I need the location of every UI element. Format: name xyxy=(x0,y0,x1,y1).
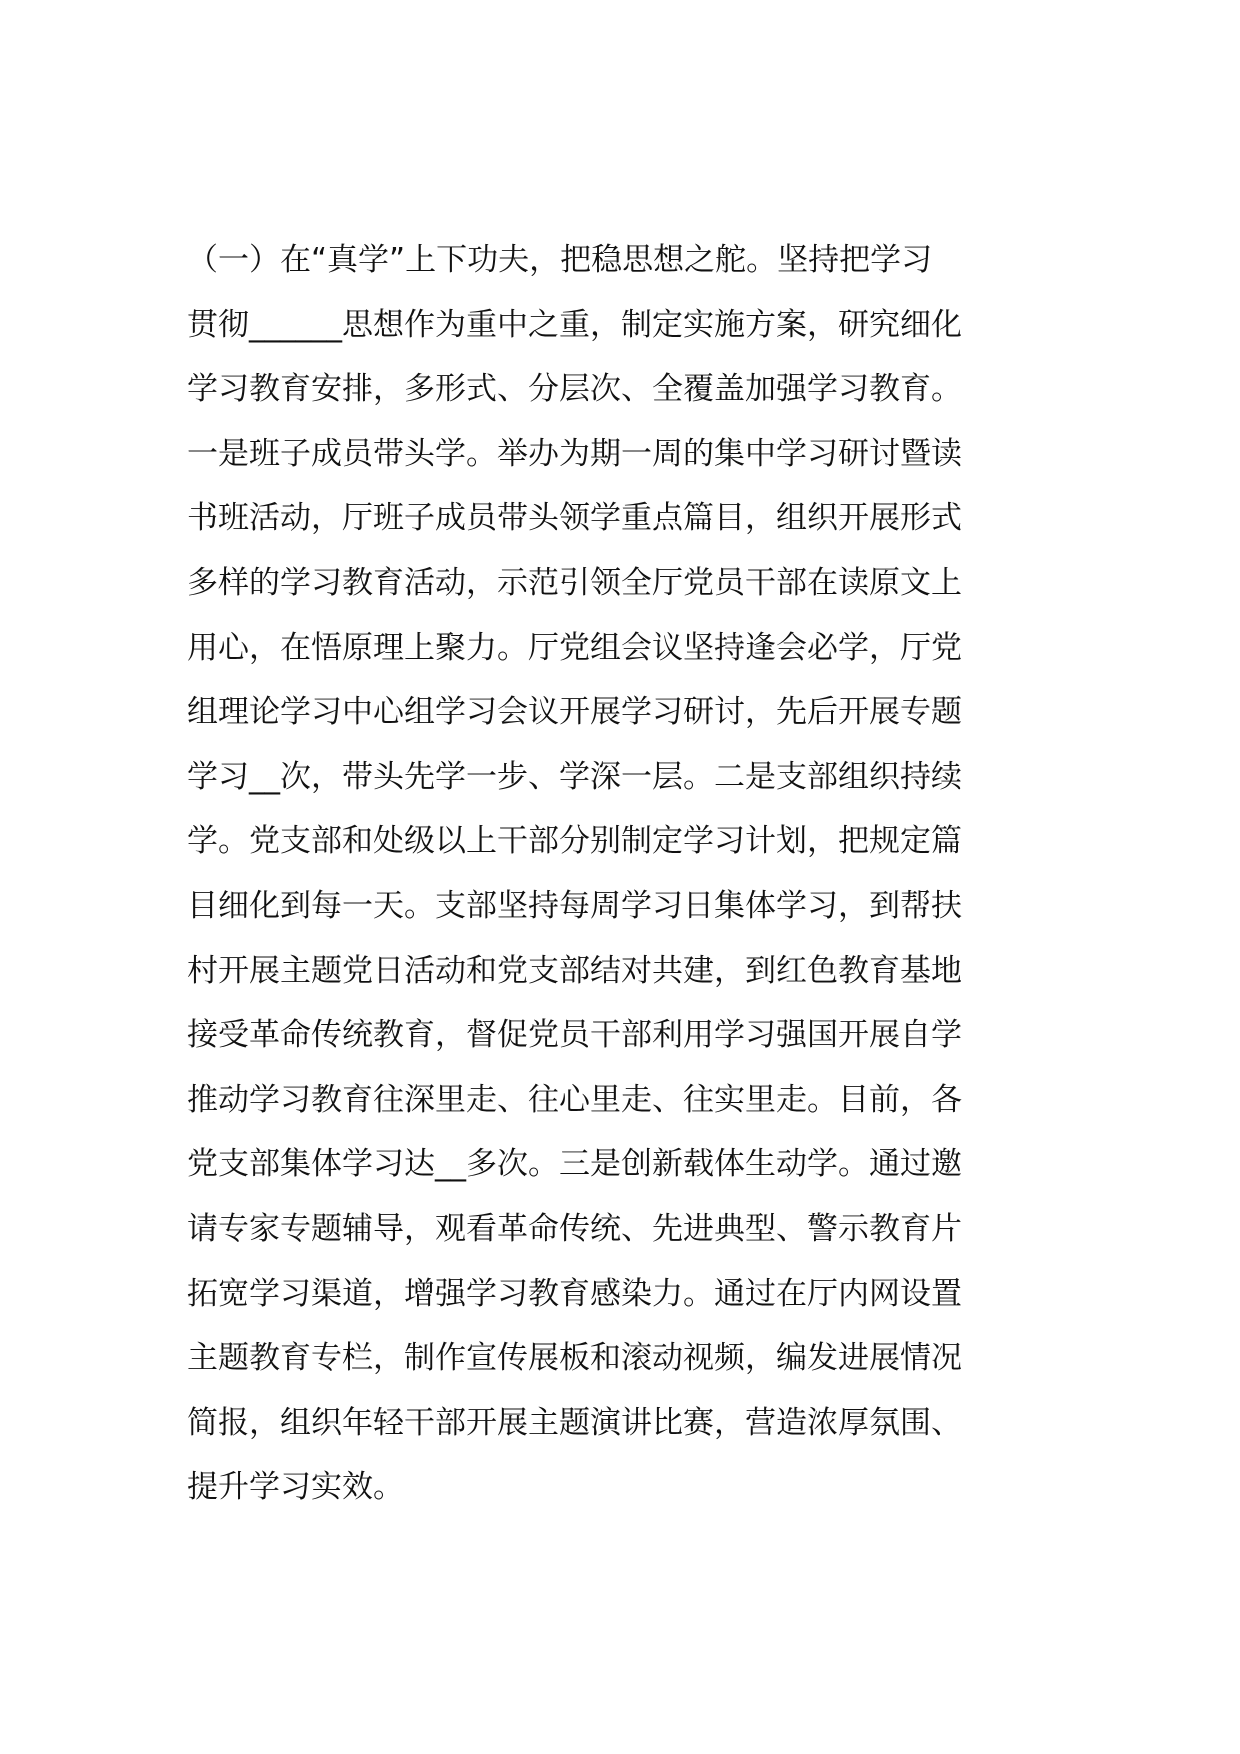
text-line: 学。党支部和处级以上干部分别制定学习计划，把规定篇 xyxy=(187,823,962,860)
text-line: 贯彻______思想作为重中之重，制定实施方案，研究细化 xyxy=(187,306,962,343)
text-line: 学习教育安排，多形式、分层次、全覆盖加强学习教育。 xyxy=(187,371,962,408)
text-line: 拓宽学习渠道，增强学习教育感染力。通过在厅内网设置 xyxy=(187,1275,962,1312)
text-line: 组理论学习中心组学习会议开展学习研讨，先后开展专题 xyxy=(187,694,962,731)
text-line: 书班活动，厅班子成员带头领学重点篇目，组织开展形式 xyxy=(187,500,962,537)
text-line: 主题教育专栏，制作宣传展板和滚动视频，编发进展情况 xyxy=(187,1340,962,1377)
text-line: 接受革命传统教育，督促党员干部利用学习强国开展自学 xyxy=(187,1017,962,1054)
text-line: （一）在“真学”上下功夫，把稳思想之舵。坚持把学习 xyxy=(187,242,933,278)
text-line: 多样的学习教育活动，示范引领全厅党员干部在读原文上 xyxy=(187,564,962,601)
text-line: 党支部集体学习达__多次。三是创新载体生动学。通过邀 xyxy=(187,1146,962,1183)
text-line: 请专家专题辅导，观看革命传统、先进典型、警示教育片 xyxy=(187,1210,962,1247)
text-line: 推动学习教育往深里走、往心里走、往实里走。目前，各 xyxy=(187,1081,962,1118)
text-line: 目细化到每一天。支部坚持每周学习日集体学习，到帮扶 xyxy=(187,887,962,924)
body-paragraph xyxy=(187,228,1067,1520)
text-line: 村开展主题党日活动和党支部结对共建，到红色教育基地 xyxy=(187,952,962,989)
text-line: 一是班子成员带头学。举办为期一周的集中学习研讨暨读 xyxy=(187,435,962,472)
text-line: 简报，组织年轻干部开展主题演讲比赛，营造浓厚氛围、 xyxy=(187,1404,962,1441)
text-line: 学习__次，带头先学一步、学深一层。二是支部组织持续 xyxy=(187,758,962,795)
text-line: 用心，在悟原理上聚力。厅党组会议坚持逢会必学，厅党 xyxy=(187,629,962,666)
text-line: 提升学习实效。 xyxy=(187,1469,404,1506)
